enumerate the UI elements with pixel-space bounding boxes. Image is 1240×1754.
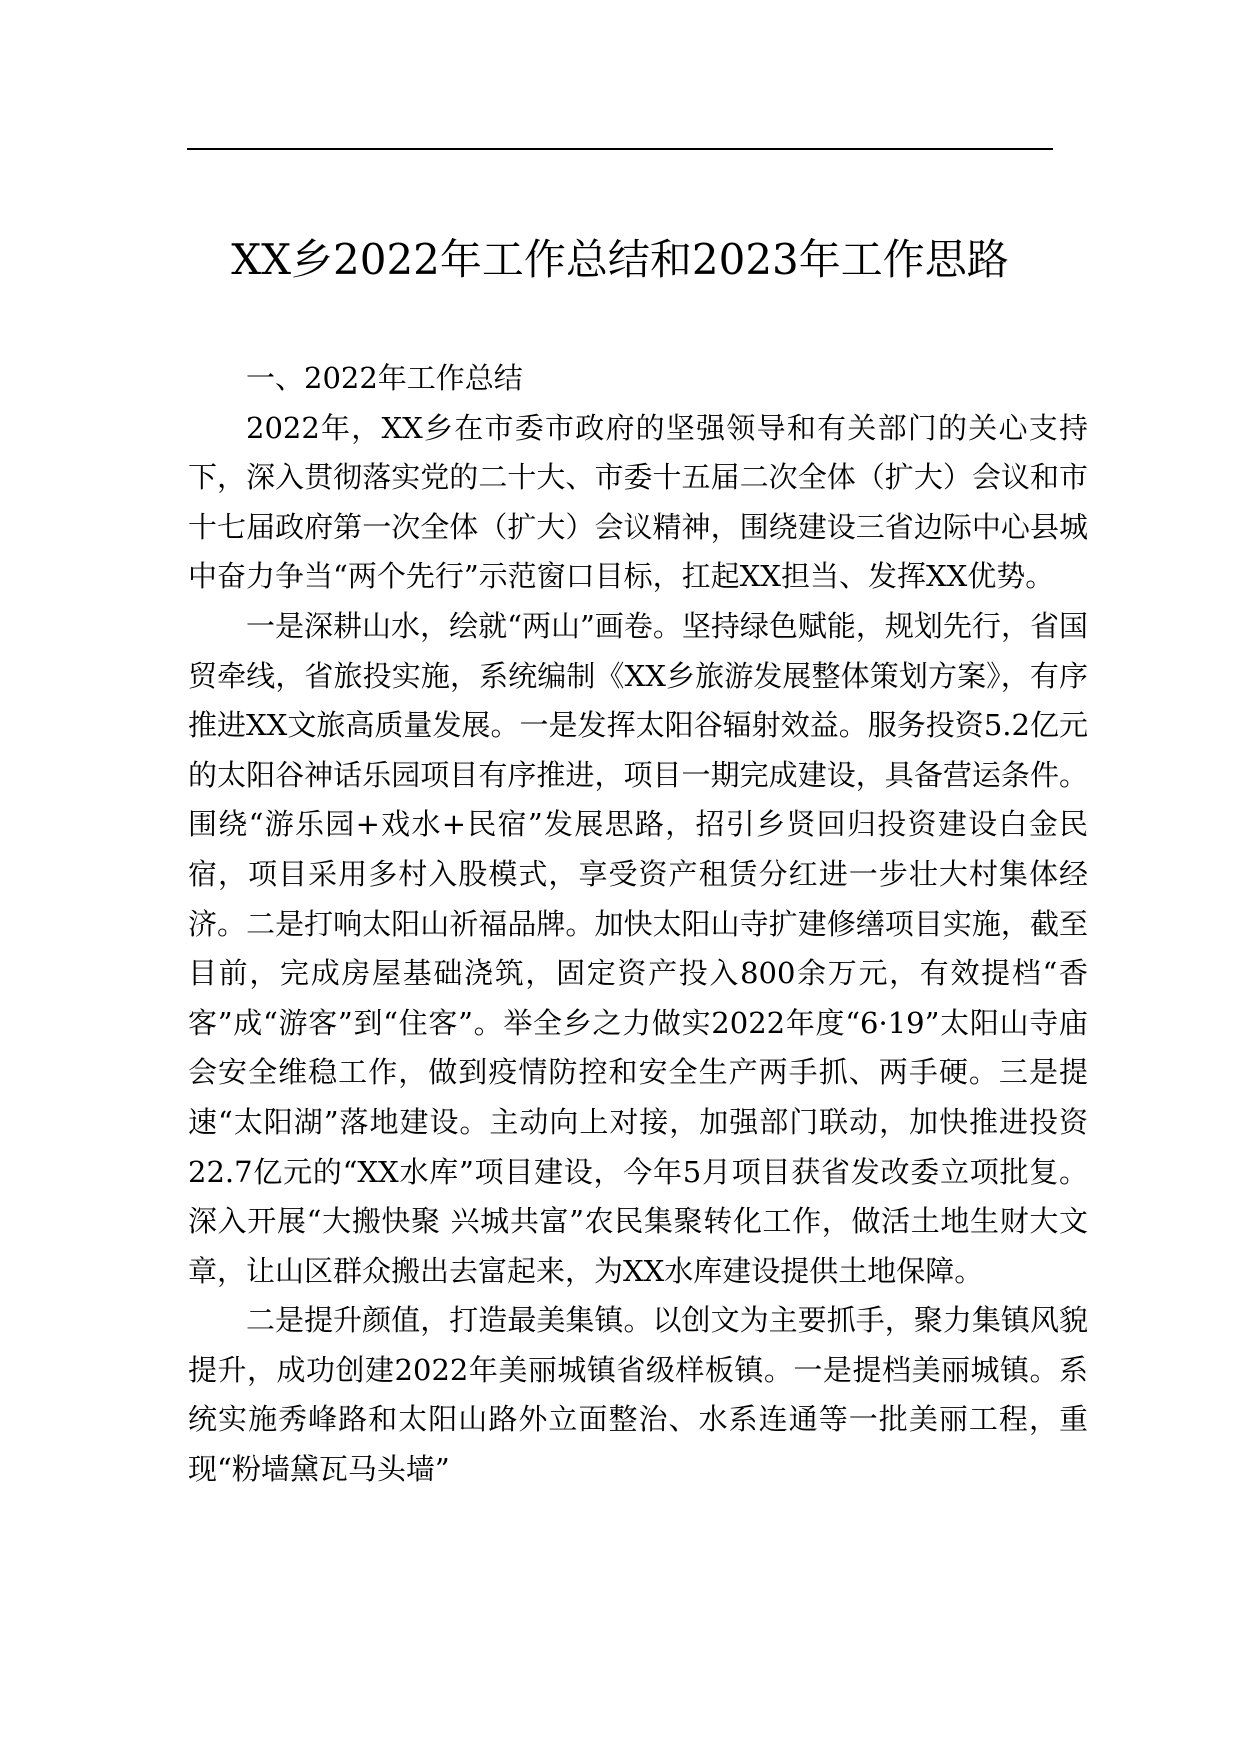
paragraph-landscape: 一是深耕山水，绘就“两山”画卷。坚持绿色赋能，规划先行，省国贸牵线，省旅投实施，系统编制《XX乡旅游发展整体策划方案》，有序推进XX文旅高质量发展。一是发挥太阳谷辐射效益。服务投资5.2亿元的太阳谷神话乐园项目有序推进，项目一期完成建设，具备营运条件。围绕“游乐园+戏水+民宿”发展思路，招引乡贤回归投资建设白金民宿，项目采用多村入股模式，享受资产租赁分红进一步壮大村集体经济。二是打响太阳山祈福品牌。加快太阳山寺扩建修缮项目实施，截至目前，完成房屋基础浇筑，固定资产投入800余万元，有效提档“香客”成“游客”到“住客”。举全乡之力做实2022年度“6·19”太阳山寺庙会安全维稳工作，做到疫情防控和安全生产两手抓、两手硬。三是提速“太阳湖”落地建设。主动向上对接，加强部门联动，加快推进投资22.7亿元的“XX水库”项目建设，今年5月项目获省发改委立项批复。深入开展“大搬快聚 兴城共富”农民集聚转化工作，做活土地生财大文章，让山区群众搬出去富起来，为XX水库建设提供土地保障。 xyxy=(188,608,1088,1288)
paragraph-town: 二是提升颜值，打造最美集镇。以创文为主要抓手，聚力集镇风貌提升，成功创建2022年美丽城镇省级样板镇。一是提档美丽城镇。系统实施秀峰路和太阳山路外立面整治、水系连通等一批美丽工程，重现“粉墙黛瓦马头墙” xyxy=(188,1303,1088,1487)
document-body xyxy=(188,354,1088,1495)
section-heading: 一、2022年工作总结 xyxy=(246,361,523,395)
paragraph-intro: 2022年，XX乡在市委市政府的坚强领导和有关部门的关心支持下，深入贯彻落实党的二十大、市委十五届二次全体（扩大）会议和市十七届政府第一次全体（扩大）会议精神，围绕建设三省边际中心县城中奋力争当“两个先行”示范窗口目标，扛起XX担当、发挥XX优势。 xyxy=(188,410,1088,594)
header-rule xyxy=(187,148,1053,150)
document-title: XX乡2022年工作总结和2023年工作思路 xyxy=(231,235,1009,284)
